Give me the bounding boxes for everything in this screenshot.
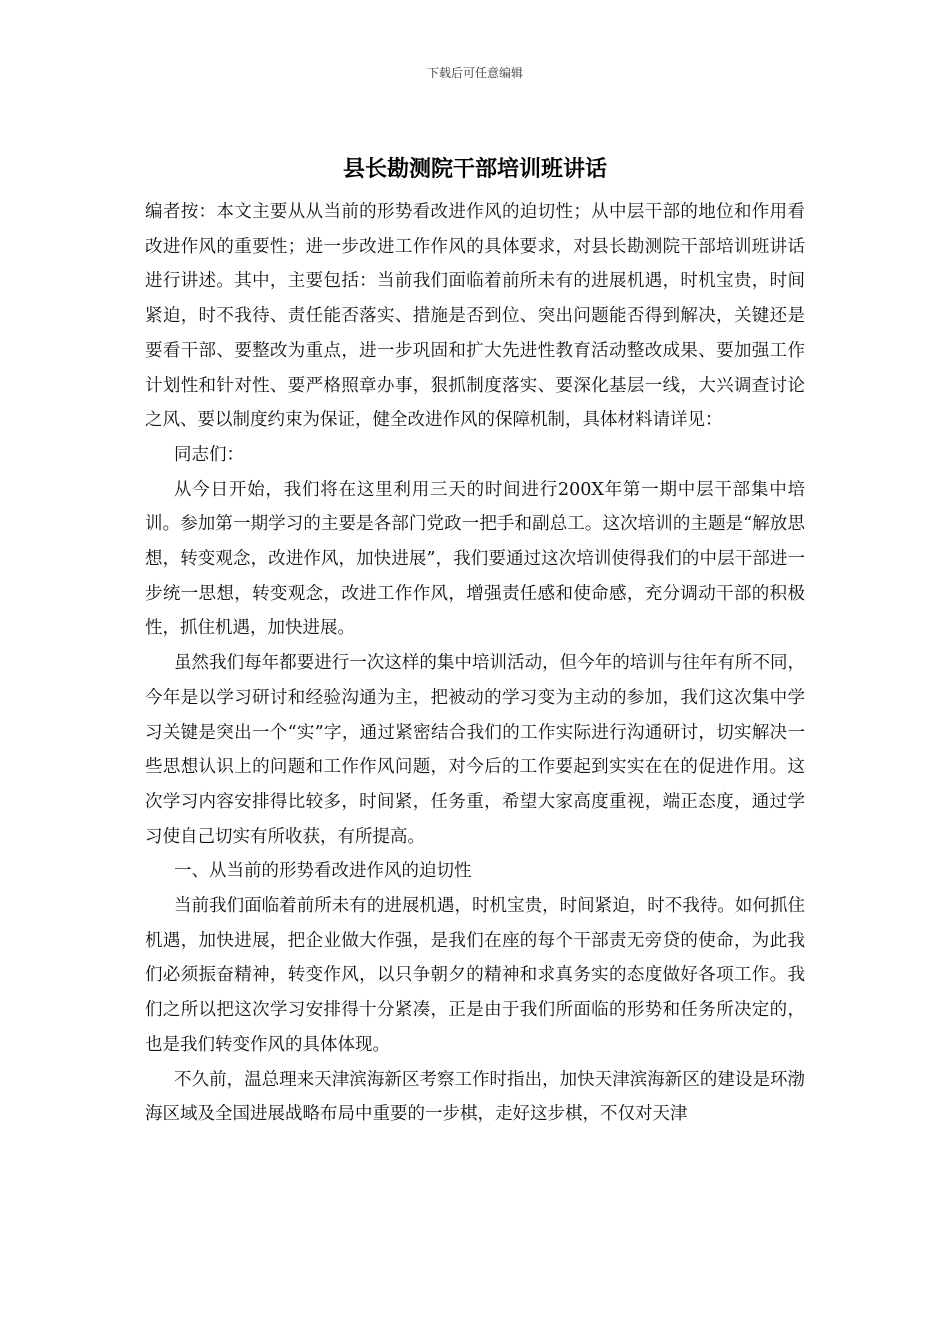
paragraph: 一、从当前的形势看改进作风的迫切性 <box>174 861 472 882</box>
header-note: 下载后可任意编辑 <box>426 66 523 80</box>
document-title: 县长勘测院干部培训班讲话 <box>342 156 607 182</box>
paragraph: 不久前，温总理来天津滨海新区考察工作时指出，加快天津滨海新区的建设是环渤海区域及全国进展战略布局中重要的一步棋，走好这步棋，不仅对天津 <box>145 1069 805 1125</box>
paragraph: 当前我们面临着前所未有的进展机遇，时机宝贵，时间紧迫，时不我待。如何抓住机遇，加快进展，把企业做大作强，是我们在座的每个干部责无旁贷的使命，为此我们必须振奋精神，转变作风，以只争朝夕的精神和求真务实的态度做好各项工作。我们之所以把这次学习安排得十分紧凑，正是由于我们所面临的形势和任务所决定的，也是我们转变作风的具体体现。 <box>145 896 805 1055</box>
paragraph: 编者按：本文主要从从当前的形势看改进作风的迫切性；从中层干部的地位和作用看改进作风的重要性；进一步改进工作作风的具体要求，对县长勘测院干部培训班讲话进行讲述。其中，主要包括：当前我们面临着前所未有的进展机遇，时机宝贵，时间紧迫，时不我待、责任能否落实、措施是否到位、突出问题能否得到解决，关键还是要看干部、要整改为重点，进一步巩固和扩大先进性教育活动整改成果、要加强工作计划性和针对性、要严格照章办事，狠抓制度落实、要深化基层一线，大兴调查讨论之风、要以制度约束为保证，健全改进作风的保障机制，具体材料请详见： <box>145 202 805 431</box>
document-body <box>145 195 805 1132</box>
paragraph: 虽然我们每年都要进行一次这样的集中培训活动，但今年的培训与往年有所不同，今年是以学习研讨和经验沟通为主，把被动的学习变为主动的参加，我们这次集中学习关键是突出一个“实”字，通过紧密结合我们的工作实际进行沟通研讨，切实解决一些思想认识上的问题和工作作风问题，对今后的工作要起到实实在在的促进作用。这次学习内容安排得比较多，时间紧，任务重，希望大家高度重视，端正态度，通过学习使自己切实有所收获，有所提高。 <box>145 653 805 847</box>
paragraph: 从今日开始，我们将在这里利用三天的时间进行200X年第一期中层干部集中培训。参加第一期学习的主要是各部门党政一把手和副总工。这次培训的主题是“解放思想，转变观念，改进作风，加快进展”，我们要通过这次培训使得我们的中层干部进一步统一思想，转变观念，改进工作作风，增强责任感和使命感，充分调动干部的积极性，抓住机遇，加快进展。 <box>145 479 805 639</box>
paragraph: 同志们： <box>174 444 244 465</box>
